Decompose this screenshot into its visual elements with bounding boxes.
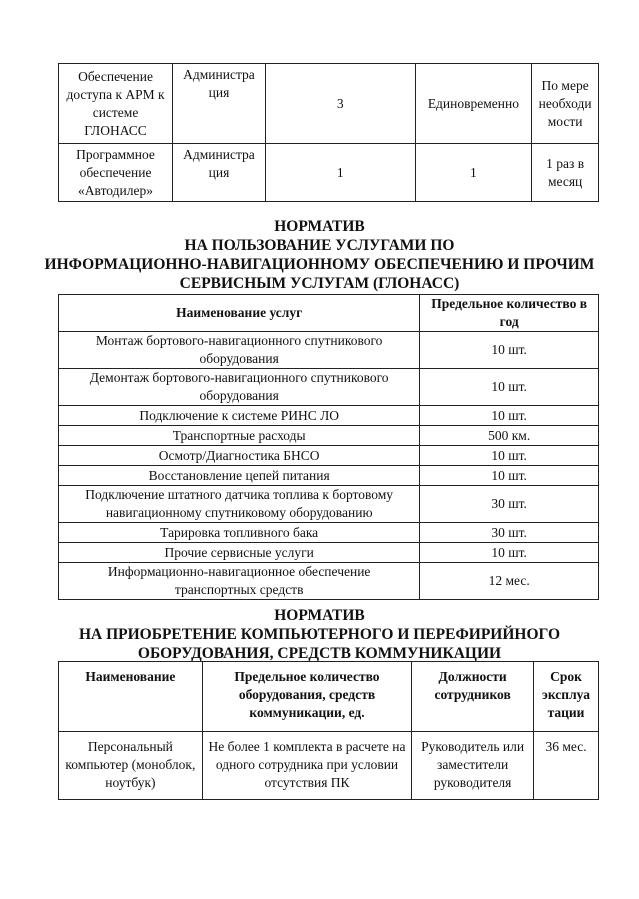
header-service: Наименование услуг bbox=[59, 295, 420, 332]
table-row bbox=[59, 406, 599, 426]
table-row bbox=[59, 332, 599, 369]
cell-service: Монтаж бортового-навигационного спутникового оборудования bbox=[59, 332, 420, 369]
table-row bbox=[59, 144, 599, 202]
title-line: ИНФОРМАЦИОННО-НАВИГАЦИОННОМУ ОБЕСПЕЧЕНИЮ И ПРОЧИМ bbox=[44, 256, 595, 273]
cell-service: Транспортные расходы bbox=[59, 426, 420, 446]
cell-dept: Администра ция bbox=[173, 144, 266, 202]
cell-limit: 10 шт. bbox=[420, 543, 599, 563]
cell-limit: 30 шт. bbox=[420, 486, 599, 523]
table-row bbox=[59, 64, 599, 144]
cell-limit: 10 шт. bbox=[420, 466, 599, 486]
title-line: НА ПРИОБРЕТЕНИЕ КОМПЬЮТЕРНОГО И ПЕРЕФИРИЙНОГО bbox=[78, 626, 561, 643]
header-row bbox=[59, 662, 599, 732]
cell-service: Тарировка топливного бака bbox=[59, 523, 420, 543]
cell-limit: 500 км. bbox=[420, 426, 599, 446]
cell-limit: Не более 1 комплекта в расчете на одного сотрудника при условии отсутствия ПК bbox=[202, 732, 411, 800]
cell-service: Восстановление цепей питания bbox=[59, 466, 420, 486]
table-row bbox=[59, 486, 599, 523]
cell-name: Обеспечение доступа к АРМ к системе ГЛОНАСС bbox=[59, 64, 173, 144]
cell-service: Информационно-навигационное обеспечение транспортных средств bbox=[59, 563, 420, 600]
cell-limit: 30 шт. bbox=[420, 523, 599, 543]
cell-limit: 10 шт. bbox=[420, 446, 599, 466]
cell-term: 36 мес. bbox=[534, 732, 599, 800]
cell-position: Руководитель или заместители руководителя bbox=[412, 732, 534, 800]
cell-service: Подключение штатного датчика топлива к бортовому навигационному спутниковому оборудованию bbox=[59, 486, 420, 523]
table-row bbox=[59, 543, 599, 563]
table-row bbox=[59, 369, 599, 406]
cell-freq: 1 раз в месяц bbox=[532, 144, 599, 202]
title-line: НА ПОЛЬЗОВАНИЕ УСЛУГАМИ ПО bbox=[184, 237, 455, 254]
title-line: НОРМАТИВ bbox=[274, 607, 365, 624]
cell-freq: По мере необходи мости bbox=[532, 64, 599, 144]
table-row bbox=[59, 466, 599, 486]
cell-service: Подключение к системе РИНС ЛО bbox=[59, 406, 420, 426]
header-limit: Предельное количество в год bbox=[420, 295, 599, 332]
glonass-services-table bbox=[58, 294, 599, 600]
cell-limit: 10 шт. bbox=[420, 332, 599, 369]
table-row bbox=[59, 446, 599, 466]
cell-service: Прочие сервисные услуги bbox=[59, 543, 420, 563]
cell-period: 1 bbox=[415, 144, 532, 202]
equipment-access-table bbox=[58, 63, 599, 202]
cell-name: Персональный компьютер (моноблок, ноутбук) bbox=[59, 732, 203, 800]
section-title-computers bbox=[0, 606, 639, 663]
cell-service: Осмотр/Диагностика БНСО bbox=[59, 446, 420, 466]
title-line: СЕРВИСНЫМ УСЛУГАМ (ГЛОНАСС) bbox=[179, 275, 460, 292]
table-row bbox=[59, 563, 599, 600]
header-term: Срок эксплуа тации bbox=[534, 662, 599, 732]
cell-limit: 10 шт. bbox=[420, 406, 599, 426]
title-line: НОРМАТИВ bbox=[274, 218, 365, 235]
table-row bbox=[59, 732, 599, 800]
table-row bbox=[59, 523, 599, 543]
cell-qty: 3 bbox=[265, 64, 415, 144]
title-line: ОБОРУДОВАНИЯ, СРЕДСТВ КОММУНИКАЦИИ bbox=[137, 645, 502, 662]
cell-dept: Администра ция bbox=[173, 64, 266, 144]
cell-period: Единовременно bbox=[415, 64, 532, 144]
header-position: Должности сотрудников bbox=[412, 662, 534, 732]
cell-qty: 1 bbox=[265, 144, 415, 202]
cell-limit: 10 шт. bbox=[420, 369, 599, 406]
header-limit: Предельное количество оборудования, средств коммуникации, ед. bbox=[202, 662, 411, 732]
table-row bbox=[59, 426, 599, 446]
cell-limit: 12 мес. bbox=[420, 563, 599, 600]
computer-equipment-table bbox=[58, 661, 599, 800]
section-title-glonass bbox=[0, 217, 639, 293]
header-row bbox=[59, 295, 599, 332]
header-name: Наименование bbox=[59, 662, 203, 732]
cell-service: Демонтаж бортового-навигационного спутникового оборудования bbox=[59, 369, 420, 406]
cell-name: Программное обеспечение «Автодилер» bbox=[59, 144, 173, 202]
